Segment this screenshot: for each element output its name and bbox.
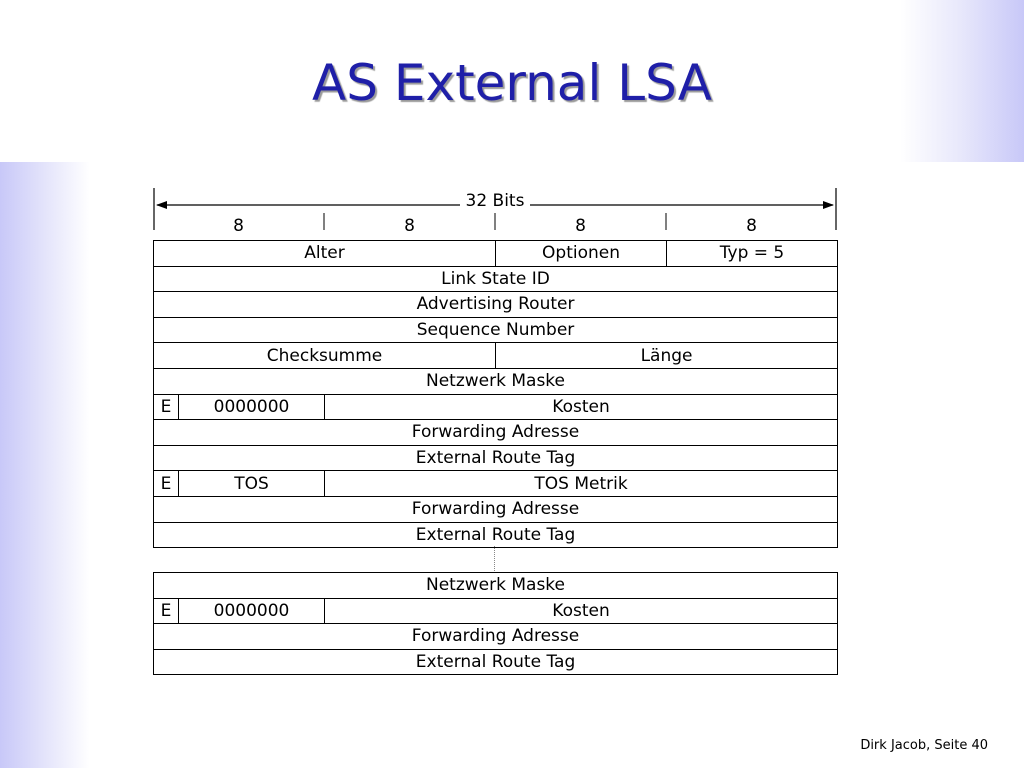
lsa-field: Länge [496, 343, 838, 369]
lsa-field: External Route Tag [154, 649, 838, 675]
lsa-field: Netzwerk Maske [154, 573, 838, 599]
lsa-field: Forwarding Adresse [154, 624, 838, 650]
lsa-row [154, 649, 838, 675]
lsa-row [154, 292, 838, 318]
lsa-row [154, 266, 838, 292]
lsa-row [154, 573, 838, 599]
lsa-field: E [154, 471, 179, 497]
lsa-row [154, 317, 838, 343]
octet-label: 8 [575, 216, 586, 236]
lsa-row [154, 522, 838, 548]
lsa-field: TOS [179, 471, 325, 497]
lsa-field: Optionen [496, 241, 667, 267]
lsa-field: E [154, 598, 179, 624]
lsa-row [154, 368, 838, 394]
lsa-field: Kosten [325, 598, 838, 624]
lsa-field: Advertising Router [154, 292, 838, 318]
bit-width-header [153, 186, 837, 240]
lsa-field: External Route Tag [154, 522, 838, 548]
octet-label: 8 [233, 216, 244, 236]
lsa-header-table [153, 240, 838, 548]
lsa-field: Netzwerk Maske [154, 368, 838, 394]
lsa-field: 0000000 [179, 598, 325, 624]
lsa-row [154, 394, 838, 420]
lsa-row [154, 471, 838, 497]
lsa-row [154, 445, 838, 471]
lsa-field: Checksumme [154, 343, 496, 369]
slide-footer: Dirk Jacob, Seite 40 [860, 738, 988, 753]
lsa-row [154, 624, 838, 650]
lsa-row [154, 598, 838, 624]
octet-label: 8 [746, 216, 757, 236]
lsa-field: Link State ID [154, 266, 838, 292]
lsa-field: E [154, 394, 179, 420]
lsa-row [154, 241, 838, 267]
lsa-field: 0000000 [179, 394, 325, 420]
lsa-row [154, 496, 838, 522]
octet-label: 8 [404, 216, 415, 236]
bits-label: 32 Bits [153, 190, 837, 212]
lsa-row [154, 343, 838, 369]
slide-title: AS External LSA [312, 54, 712, 112]
lsa-field: Alter [154, 241, 496, 267]
lsa-field: Sequence Number [154, 317, 838, 343]
lsa-field: TOS Metrik [325, 471, 838, 497]
lsa-field: Forwarding Adresse [154, 420, 838, 446]
lsa-field: Kosten [325, 394, 838, 420]
lsa-row [154, 420, 838, 446]
left-background-gradient [0, 162, 90, 768]
lsa-repeat-table [153, 572, 838, 675]
lsa-field: Forwarding Adresse [154, 496, 838, 522]
lsa-field: External Route Tag [154, 445, 838, 471]
lsa-field: Typ = 5 [667, 241, 838, 267]
continuation-separator [494, 546, 495, 571]
